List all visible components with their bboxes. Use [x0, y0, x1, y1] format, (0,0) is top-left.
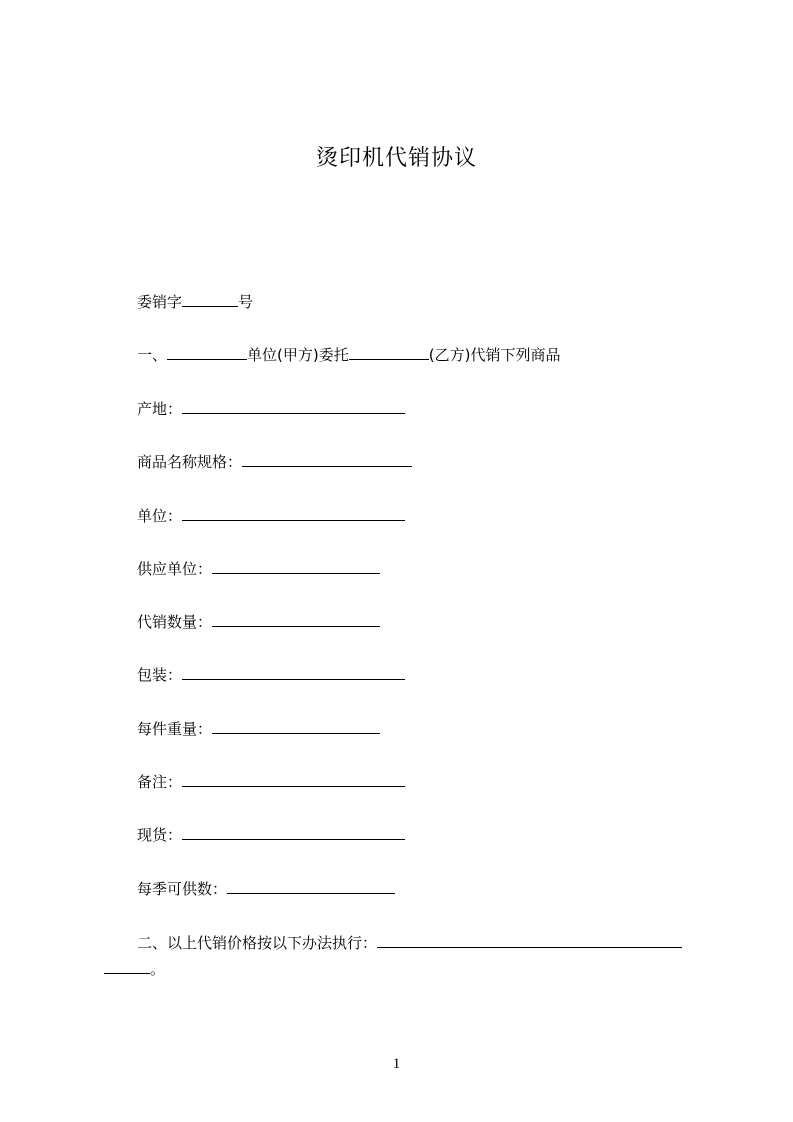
item-origin [137, 398, 405, 419]
item-label: 供应单位： [137, 560, 213, 578]
quarterly-supply-blank[interactable] [227, 878, 395, 894]
item-weight [137, 718, 380, 739]
clause-2-end: 。 [150, 960, 166, 978]
clause-2 [137, 932, 702, 953]
reference-suffix: 号 [238, 293, 254, 311]
item-label: 每件重量： [137, 720, 213, 738]
item-label: 产地： [137, 400, 183, 418]
item-remarks [137, 771, 405, 792]
clause-1-part-b: (乙方)代销下列商品 [428, 346, 561, 364]
clause-2-continuation [104, 958, 165, 979]
item-quarterly-supply [137, 878, 395, 899]
pricing-method-blank[interactable] [377, 932, 682, 948]
party-b-blank[interactable] [349, 344, 429, 360]
remarks-blank[interactable] [182, 771, 405, 787]
page-number: 1 [392, 1056, 401, 1072]
supplier-blank[interactable] [212, 558, 380, 574]
item-packaging [137, 664, 405, 685]
item-product-name [137, 451, 412, 472]
item-unit [137, 505, 405, 526]
item-label: 现货： [137, 826, 183, 844]
unit-blank[interactable] [182, 505, 405, 521]
item-quantity [137, 611, 380, 632]
item-label: 代销数量： [137, 613, 213, 631]
item-supplier [137, 558, 380, 579]
pricing-method-blank-cont[interactable] [104, 958, 150, 974]
item-label: 商品名称规格： [137, 453, 243, 471]
item-label: 包装： [137, 666, 183, 684]
packaging-blank[interactable] [182, 664, 405, 680]
reference-prefix: 委销字 [137, 293, 183, 311]
item-stock [137, 824, 405, 845]
clause-2-text: 二、以上代销价格按以下办法执行： [137, 934, 378, 952]
document-title: 烫印机代销协议 [315, 146, 477, 171]
origin-blank[interactable] [182, 398, 405, 414]
item-label: 每季可供数： [137, 880, 228, 898]
quantity-blank[interactable] [212, 611, 380, 627]
clause-1-part-a: 单位(甲方)委托 [247, 346, 349, 364]
product-name-blank[interactable] [242, 451, 412, 467]
clause-1 [137, 344, 560, 365]
party-a-blank[interactable] [167, 344, 247, 360]
clause-1-prefix: 一、 [137, 346, 168, 364]
weight-blank[interactable] [212, 718, 380, 734]
item-label: 单位： [137, 507, 183, 525]
reference-number-line [137, 291, 253, 312]
reference-number-blank[interactable] [182, 291, 238, 307]
item-label: 备注： [137, 773, 183, 791]
stock-blank[interactable] [182, 824, 405, 840]
